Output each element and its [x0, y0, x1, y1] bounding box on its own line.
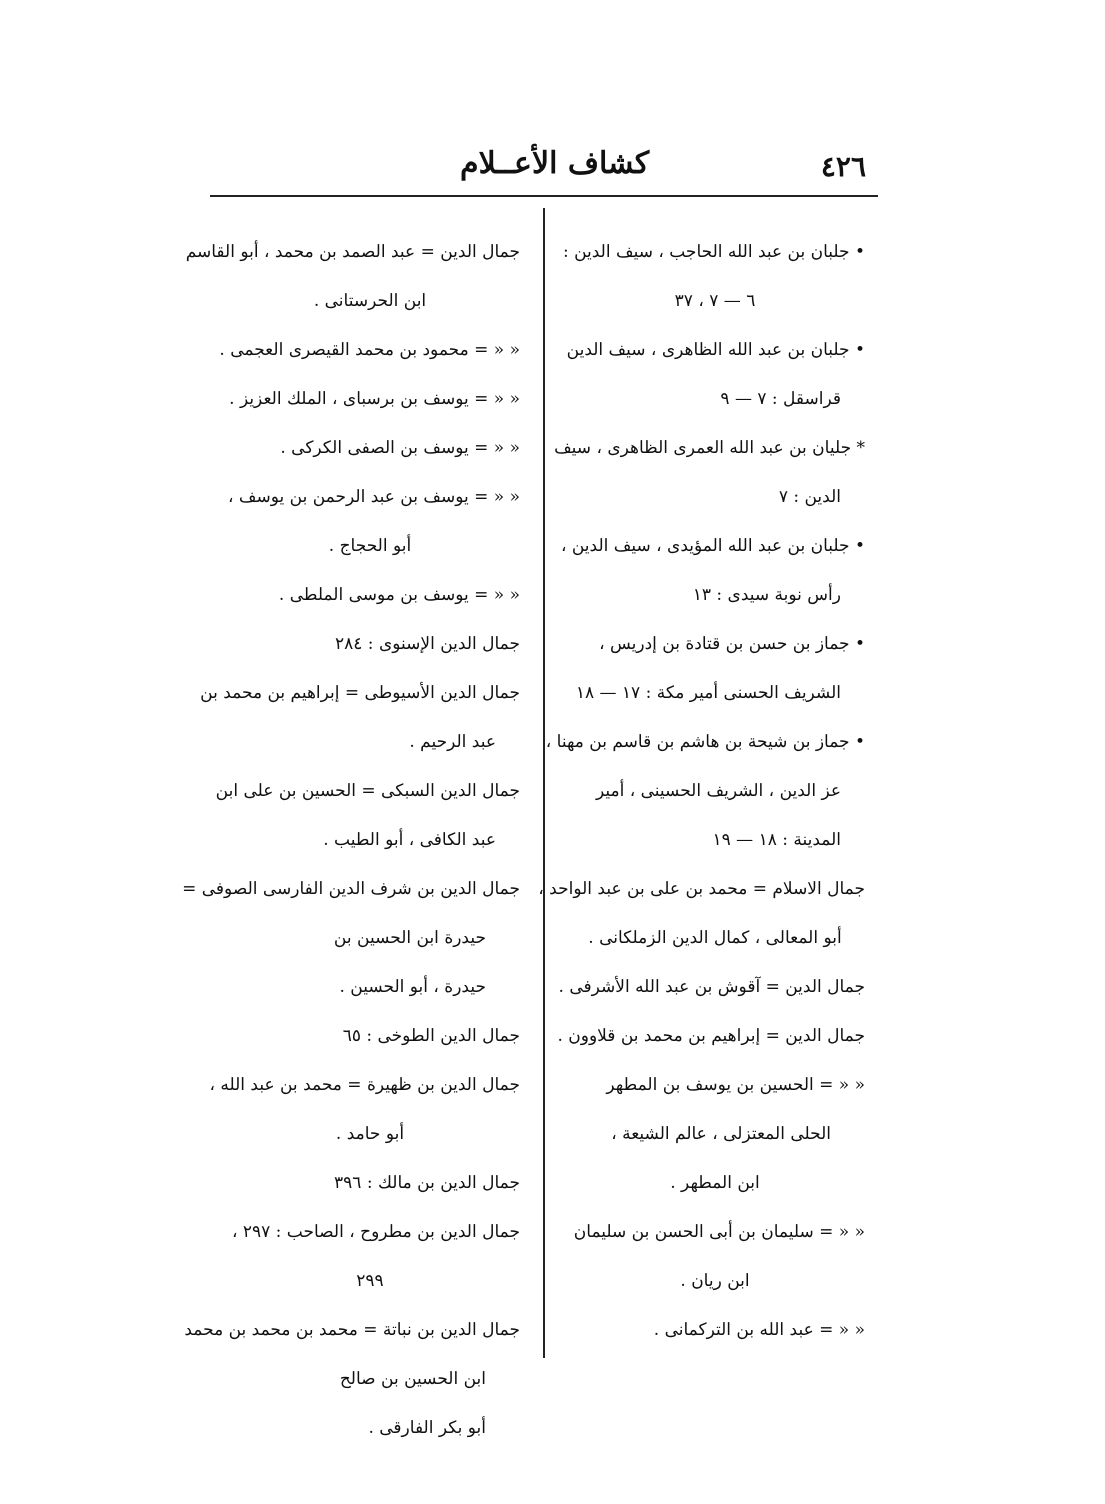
index-entry-line: « « = يوسف بن الصفى الكركى .: [280, 438, 520, 458]
index-entry-line: أبو بكر الفارقى .: [368, 1418, 486, 1438]
index-entry-line: جمال الدين بن شرف الدين الفارسى الصوفى =: [182, 879, 520, 899]
index-entry-line: « « = يوسف بن عبد الرحمن بن يوسف ،: [228, 487, 520, 507]
page-header: [210, 146, 878, 194]
index-entry-line: جمال الدين الأسيوطى = إبراهيم بن محمد بن: [200, 683, 520, 703]
left-column: [182, 228, 520, 1453]
index-entry-line: الدين : ٧: [778, 487, 841, 507]
index-entry-line: • جلبان بن عبد الله المؤيدى ، سيف الدين ،: [560, 536, 865, 556]
index-entry-line: جمال الدين = آقوش بن عبد الله الأشرفى .: [558, 977, 865, 997]
page-title: كشاف الأعــلام: [460, 146, 650, 181]
index-entry-line: أبو المعالى ، كمال الدين الزملكانى .: [588, 928, 842, 948]
index-entry-line: جمال الدين بن مطروح ، الصاحب : ٢٩٧ ،: [231, 1222, 520, 1242]
index-entry-line: • جلبان بن عبد الله الحاجب ، سيف الدين :: [562, 242, 865, 262]
index-entry-line: جمال الدين بن ظهيرة = محمد بن عبد الله ،: [209, 1075, 520, 1095]
header-divider: [210, 195, 878, 197]
index-entry-line: جمال الدين = إبراهيم بن محمد بن قلاوون .: [557, 1026, 865, 1046]
index-entry-line: جمال الدين بن مالك : ٣٩٦: [334, 1173, 520, 1193]
index-entry-line: أبو الحجاج .: [328, 536, 412, 556]
index-entry-line: رأس نوبة سيدى : ١٣: [692, 585, 841, 605]
index-entry-line: عبد الكافى ، أبو الطيب .: [323, 830, 496, 850]
index-entry-line: ابن الحرستانى .: [313, 291, 427, 311]
index-entry-line: ابن الحسين بن صالح: [339, 1369, 486, 1389]
index-entry-line: جمال الدين الإسنوى : ٢٨٤: [335, 634, 520, 654]
index-entry-line: « « = عبد الله بن التركمانى .: [653, 1320, 865, 1340]
index-entry-line: « « = الحسين بن يوسف بن المطهر: [606, 1075, 865, 1095]
column-divider: [543, 208, 545, 1358]
index-entry-line: الشريف الحسنى أمير مكة : ١٧ — ١٨: [575, 683, 841, 703]
index-entry-line: « « = يوسف بن برسباى ، الملك العزيز .: [229, 389, 520, 409]
index-entry-line: جمال الدين الطوخى : ٦٥: [342, 1026, 520, 1046]
index-entry-line: أبو حامد .: [335, 1124, 405, 1144]
index-entry-line: ٢٩٩: [356, 1271, 384, 1291]
index-entry-line: * جليان بن عبد الله العمرى الظاهرى ، سيف: [554, 438, 865, 458]
index-entry-line: المدينة : ١٨ — ١٩: [712, 830, 841, 850]
index-entry-line: حيدرة ابن الحسين بن: [333, 928, 486, 948]
index-entry-line: • جلبان بن عبد الله الظاهرى ، سيف الدين: [566, 340, 865, 360]
index-entry-line: قراسقل : ٧ — ٩: [720, 389, 841, 409]
index-entry-line: « « = سليمان بن أبى الحسن بن سليمان: [573, 1222, 865, 1242]
right-column: [538, 228, 865, 1355]
index-entry-line: « « = محمود بن محمد القيصرى العجمى .: [219, 340, 520, 360]
index-entry-line: جمال الدين السبكى = الحسين بن على ابن: [215, 781, 520, 801]
index-entry-line: • جماز بن حسن بن قتادة بن إدريس ،: [599, 634, 865, 654]
index-entry-line: ابن المطهر .: [670, 1173, 760, 1193]
index-entry-line: ابن ريان .: [680, 1271, 750, 1291]
index-entry-line: جمال الاسلام = محمد بن على بن عبد الواحد ،: [538, 879, 865, 899]
index-entry-line: حيدرة ، أبو الحسين .: [339, 977, 486, 997]
index-entry-line: عبد الرحيم .: [409, 732, 496, 752]
index-entry-line: جمال الدين = عبد الصمد بن محمد ، أبو القاسم: [185, 242, 520, 262]
page-number: ٤٢٦: [820, 150, 866, 183]
index-entry-line: عز الدين ، الشريف الحسينى ، أمير: [595, 781, 841, 801]
index-entry-line: « « = يوسف بن موسى الملطى .: [278, 585, 520, 605]
index-entry-line: الحلى المعتزلى ، عالم الشيعة ،: [611, 1124, 831, 1144]
index-entry-line: ٦ — ٧ ، ٣٧: [674, 291, 756, 311]
index-entry-line: • جماز بن شيحة بن هاشم بن قاسم بن مهنا ،: [545, 732, 865, 752]
index-entry-line: جمال الدين بن نباتة = محمد بن محمد بن محمد: [184, 1320, 520, 1340]
